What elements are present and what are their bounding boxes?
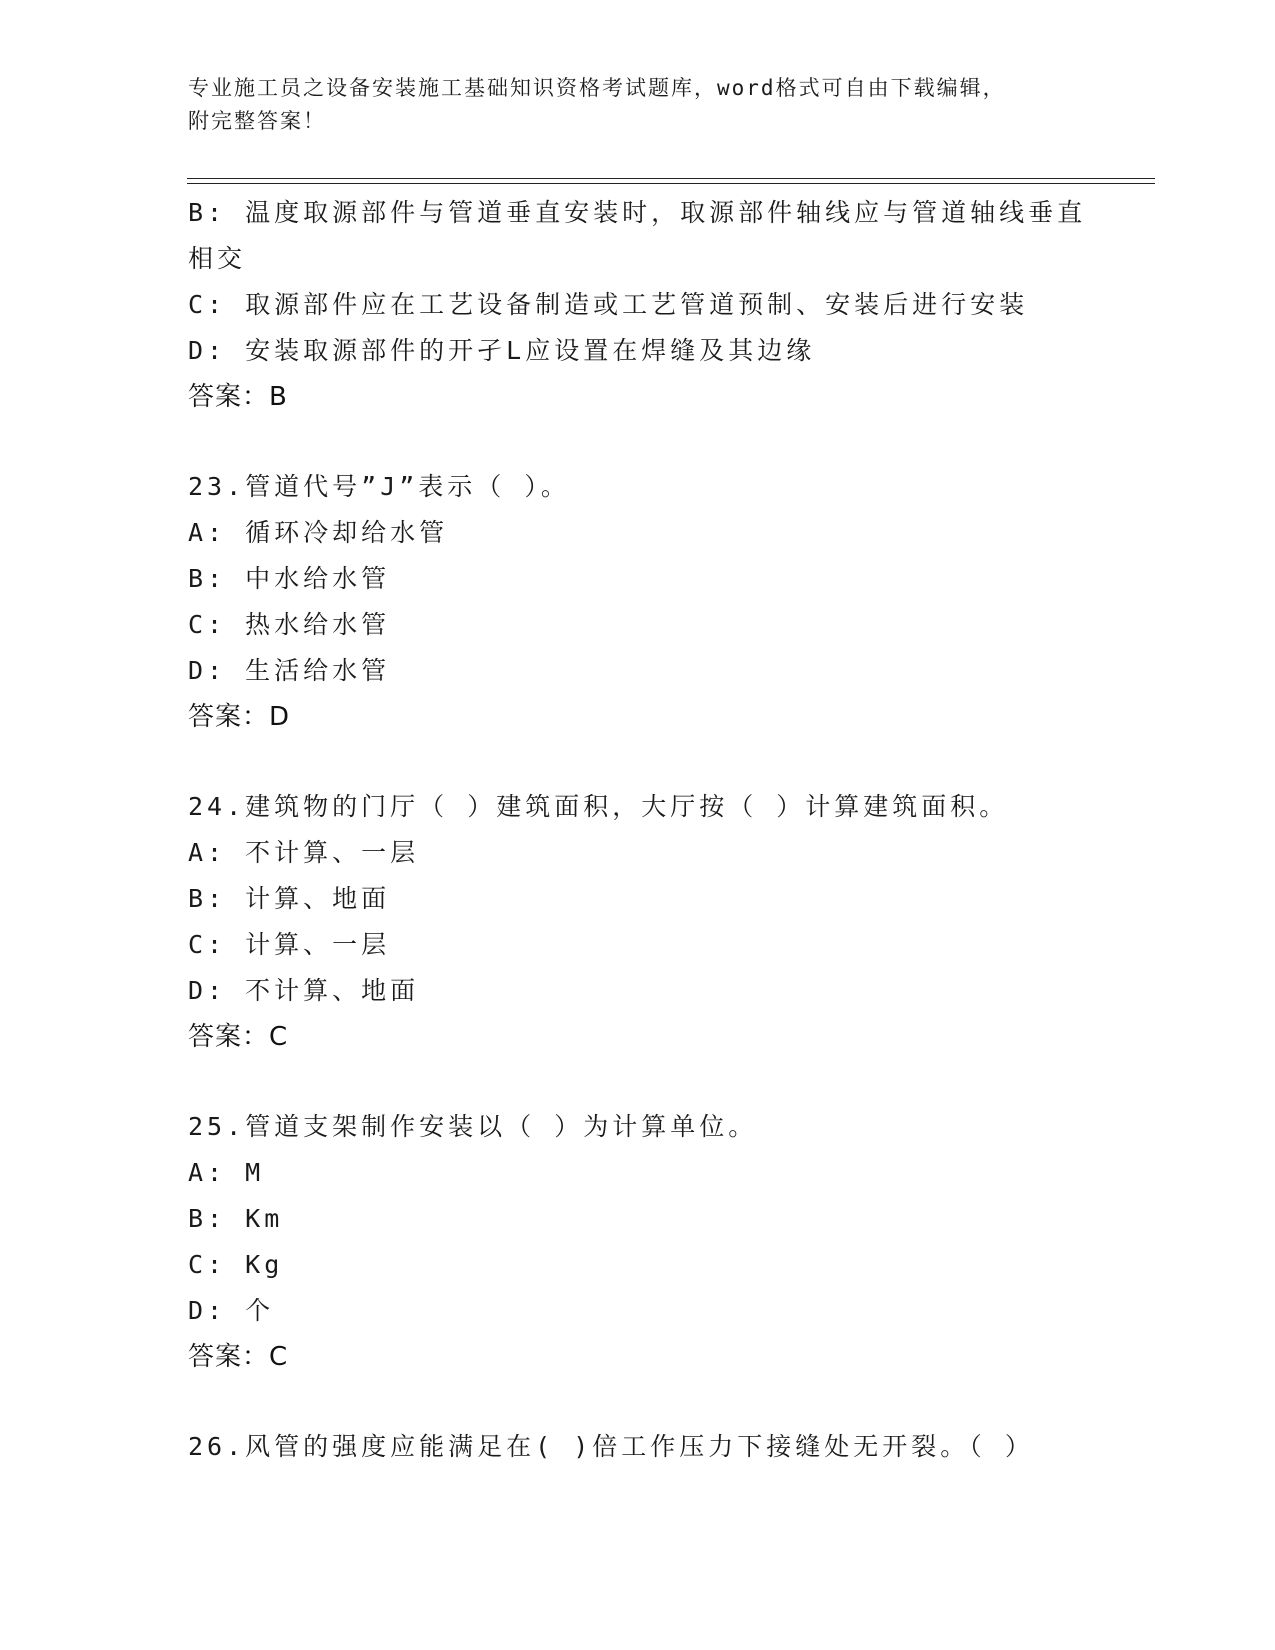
spacer: [188, 740, 1128, 784]
question-block-26: [188, 1424, 1128, 1470]
answer-label: 答案：C: [188, 1342, 289, 1372]
option-d: D: 生活给水管: [188, 656, 391, 685]
question-stem: 24.建筑物的门厅（ ）建筑面积，大厅按（ ）计算建筑面积。: [188, 792, 1009, 821]
option-d: D: 不计算、地面: [188, 976, 420, 1005]
option-c: C: 热水给水管: [188, 610, 391, 639]
option-c: C: Kg: [188, 1250, 284, 1279]
spacer: [188, 420, 1128, 464]
spacer: [188, 1380, 1128, 1424]
question-list: [188, 190, 1128, 1470]
option-b: B: 计算、地面: [188, 884, 391, 913]
question-stem: 23.管道代号”J”表示（ ）。: [188, 472, 570, 501]
option-a: A: M: [188, 1158, 265, 1187]
question-block-24: [188, 784, 1128, 1060]
header-line-1: 专业施工员之设备安装施工基础知识资格考试题库，word格式可自由下载编辑，: [188, 76, 1006, 100]
question-block-22: [188, 190, 1128, 420]
option-a: A: 循环冷却给水管: [188, 518, 449, 547]
question-stem: 26.风管的强度应能满足在( )倍工作压力下接缝处无开裂。（ ）: [188, 1432, 1034, 1461]
answer-label: 答案：B: [188, 382, 288, 412]
option-b: B: Km: [188, 1204, 284, 1233]
spacer: [188, 1060, 1128, 1104]
option-a: A: 不计算、一层: [188, 838, 420, 867]
answer-label: 答案：D: [188, 702, 291, 732]
option-d: D: 个: [188, 1296, 275, 1325]
header-divider-top: [187, 178, 1155, 179]
question-stem: 25.管道支架制作安装以（ ）为计算单位。: [188, 1112, 758, 1141]
option-d: D: 安装取源部件的开孑L应设置在焊缝及其边缘: [188, 336, 816, 365]
document-header: [188, 72, 1088, 138]
option-b: B: 中水给水管: [188, 564, 391, 593]
option-b-continued: 相交: [188, 244, 247, 273]
answer-label: 答案：C: [188, 1022, 289, 1052]
option-b: B: 温度取源部件与管道垂直安装时，取源部件轴线应与管道轴线垂直: [188, 198, 1087, 227]
header-line-2: 附完整答案！: [188, 109, 326, 133]
option-c: C: 计算、一层: [188, 930, 391, 959]
question-block-23: [188, 464, 1128, 740]
option-c: C: 取源部件应在工艺设备制造或工艺管道预制、安装后进行安装: [188, 290, 1029, 319]
question-block-25: [188, 1104, 1128, 1380]
header-divider-bottom: [187, 183, 1155, 184]
